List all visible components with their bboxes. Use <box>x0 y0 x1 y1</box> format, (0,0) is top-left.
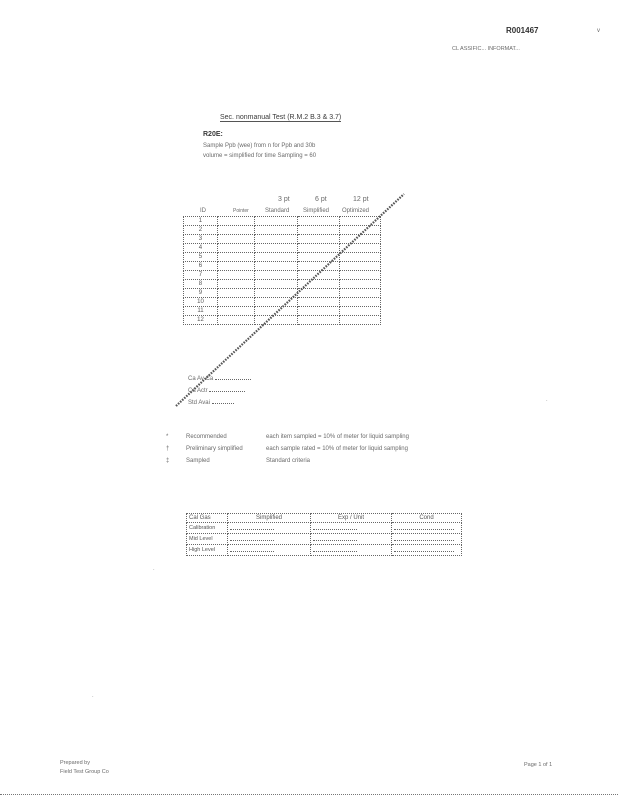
stray-mark-1: · <box>153 567 155 573</box>
sample-row-id: 7 <box>184 271 218 280</box>
document-id: R001467 <box>506 26 539 35</box>
footer-blank-3 <box>212 397 234 404</box>
summary-header-cond: Cond <box>392 514 462 523</box>
summary-row-label: Calibration <box>187 523 228 534</box>
footer-label-3-text: Std Avai <box>188 400 210 406</box>
sample-row-id: 12 <box>184 316 218 325</box>
summary-cell <box>392 523 462 534</box>
footer-label-1-text: Ca Av Ca <box>188 376 214 382</box>
sample-row-id: 6 <box>184 262 218 271</box>
section-line-2: volume = simplified for time Sampling = 60 <box>203 153 317 159</box>
summary-blank <box>313 523 357 530</box>
summary-blank <box>394 545 454 552</box>
summary-row-label: High Level <box>187 545 228 556</box>
section-title: Sec. nonmanual Test (R.M.2 B.3 & 3.7) <box>220 114 342 121</box>
summary-row-label: Mid Level <box>187 534 228 545</box>
summary-blank <box>230 534 274 541</box>
note-term-2: Preliminary simplified <box>186 446 243 452</box>
summary-row <box>187 523 462 534</box>
summary-header-expunit: Exp / Unit <box>311 514 392 523</box>
document-subtitle: CL ASSIFIC... INFORMAT... <box>452 46 520 52</box>
sample-row-id: 2 <box>184 226 218 235</box>
section-line-1: Sample Ppb (wee) from n for Ppb and 30b <box>203 143 316 149</box>
footer-right: Page 1 of 1 <box>524 762 553 768</box>
sample-row-id: 10 <box>184 298 218 307</box>
note-term-1: Recommended <box>186 434 227 440</box>
footer-blank-2 <box>209 385 245 392</box>
note-desc-2: each sample rated = 10% of meter for liquid sampling <box>266 446 408 452</box>
footer-left-line-2: Field Test Group Co <box>60 769 109 775</box>
sample-row-id: 11 <box>184 307 218 316</box>
summary-header-calgas: Cal Gas <box>187 514 228 523</box>
note-mark-2: † <box>166 446 170 452</box>
footer-label-2 <box>188 385 245 394</box>
stray-mark-3: · <box>546 398 548 404</box>
summary-blank <box>230 545 274 552</box>
sample-row-id: 1 <box>184 217 218 226</box>
section-label: R20E: <box>203 131 223 138</box>
summary-cell <box>228 534 311 545</box>
footer-label-1 <box>188 373 251 382</box>
stray-mark-2: · <box>92 694 94 700</box>
summary-table <box>186 513 462 556</box>
note-desc-3: Standard criteria <box>266 458 311 464</box>
summary-blank <box>394 523 454 530</box>
summary-header-simplified: Simplified <box>228 514 311 523</box>
summary-cell <box>311 523 392 534</box>
scan-bottom-border <box>0 794 618 795</box>
summary-row <box>187 545 462 556</box>
col-header-standard: Standard <box>265 208 290 214</box>
group-header-6pt: 6 pt <box>315 196 327 203</box>
group-header-3pt: 3 pt <box>278 196 290 203</box>
col-header-id: ID <box>200 208 206 214</box>
sample-row-id: 9 <box>184 289 218 298</box>
note-desc-1: each item sampled = 10% of meter for liquid sampling <box>266 434 409 440</box>
summary-cell <box>392 534 462 545</box>
summary-cell <box>392 545 462 556</box>
footer-left-line-1: Prepared by <box>60 760 90 766</box>
col-header-pointer: Pointer <box>233 208 249 214</box>
summary-row <box>187 534 462 545</box>
sample-row-id: 4 <box>184 244 218 253</box>
summary-blank <box>394 534 454 541</box>
footer-blank-1 <box>215 373 251 380</box>
summary-cell <box>311 534 392 545</box>
group-header-12pt: 12 pt <box>353 196 369 203</box>
note-mark-3: ‡ <box>166 458 170 464</box>
footer-label-2-text: Ca Actr <box>188 388 208 394</box>
col-header-simplified: Simplified <box>303 208 330 214</box>
note-term-3: Sampled <box>186 458 210 464</box>
note-mark-1: * <box>166 434 169 440</box>
corner-mark: v <box>597 28 600 34</box>
summary-blank <box>313 534 357 541</box>
summary-cell <box>228 545 311 556</box>
sample-row-id: 5 <box>184 253 218 262</box>
summary-cell <box>228 523 311 534</box>
summary-cell <box>311 545 392 556</box>
footer-label-3 <box>188 397 234 406</box>
sample-row-id: 8 <box>184 280 218 289</box>
summary-blank <box>230 523 274 530</box>
sample-row-id: 3 <box>184 235 218 244</box>
col-header-optimized: Optimized <box>342 208 370 214</box>
summary-blank <box>313 545 357 552</box>
